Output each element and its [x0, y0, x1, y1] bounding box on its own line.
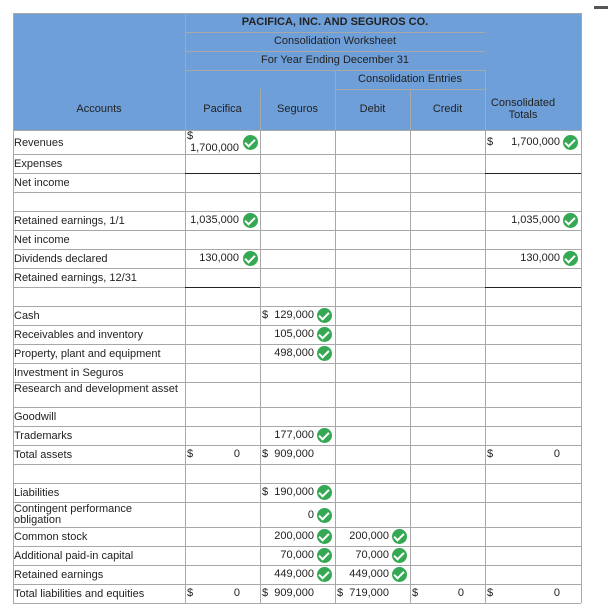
currency-symbol: $	[187, 130, 194, 142]
grid-line	[13, 464, 581, 465]
grid-line	[13, 249, 581, 250]
company-title: PACIFICA, INC. AND SEGUROS CO.	[241, 16, 429, 28]
retained-seguros-input[interactable]: 449,000	[274, 568, 314, 580]
grid-line	[485, 70, 486, 603]
grid-line	[485, 173, 581, 174]
currency-symbol: $	[487, 448, 494, 460]
row-label-goodwill: Goodwill	[14, 411, 57, 423]
grid-line	[13, 268, 581, 269]
row-label-total-le: Total liabilities and equities	[14, 588, 145, 600]
dividends-consolidated-input[interactable]: 130,000	[520, 252, 560, 264]
row-label-retained: Retained earnings	[14, 569, 104, 581]
correct-check-icon	[317, 529, 332, 544]
grid-line	[13, 527, 581, 528]
grid-line	[185, 287, 260, 288]
correct-check-icon	[317, 308, 332, 323]
retained-debit-input[interactable]: 449,000	[349, 568, 389, 580]
correct-check-icon	[243, 213, 258, 228]
row-label-expenses: Expenses	[14, 158, 63, 170]
total-assets-pacifica-input[interactable]: 0	[233, 448, 240, 460]
grid-line	[13, 211, 581, 212]
correct-check-icon	[243, 251, 258, 266]
grid-line	[410, 89, 411, 603]
correct-check-icon	[392, 548, 407, 563]
grid-line	[13, 306, 581, 307]
consolidated-header: Consolidated Totals	[490, 97, 556, 121]
common-stock-seguros-input[interactable]: 200,000	[274, 530, 314, 542]
grid-line	[13, 13, 581, 14]
row-label-total-assets: Total assets	[14, 449, 73, 461]
grid-line	[13, 325, 581, 326]
common-stock-debit-input[interactable]: 200,000	[349, 530, 389, 542]
currency-symbol: $	[262, 448, 269, 460]
grid-line	[13, 584, 581, 585]
row-label-investment: Investment in Seguros	[14, 367, 124, 379]
grid-line	[13, 230, 581, 231]
dividends-pacifica-input[interactable]: 130,000	[199, 252, 239, 264]
total-le-pacifica-input[interactable]: 0	[233, 587, 240, 599]
apic-seguros-input[interactable]: 70,000	[280, 549, 314, 561]
apic-debit-input[interactable]: 70,000	[355, 549, 389, 561]
row-label-receivables: Receivables and inventory	[14, 329, 144, 341]
row-label-apic: Additional paid-in capital	[14, 550, 134, 562]
correct-check-icon	[392, 567, 407, 582]
correct-check-icon	[563, 135, 578, 150]
row-label-rnd: Research and development asset	[14, 383, 178, 395]
debit-header: Debit	[359, 103, 386, 115]
ppe-seguros-input[interactable]: 498,000	[274, 347, 314, 359]
contingent-seguros-input[interactable]: 0	[307, 509, 314, 521]
correct-check-icon	[563, 213, 578, 228]
seguros-header: Seguros	[277, 103, 318, 115]
grid-line	[13, 407, 581, 408]
correct-check-icon	[317, 567, 332, 582]
grid-line	[13, 363, 581, 364]
row-label-revenues: Revenues	[14, 137, 64, 149]
correct-check-icon	[317, 428, 332, 443]
grid-line	[13, 426, 581, 427]
grid-line	[13, 130, 581, 131]
total-le-credit-input[interactable]: 0	[457, 587, 464, 599]
grid-line	[581, 13, 582, 603]
row-label-net-income-2: Net income	[14, 234, 70, 246]
row-label-liabilities: Liabilities	[14, 487, 60, 499]
worksheet-title: Consolidation Worksheet	[273, 35, 397, 47]
row-label-ppe: Property, plant and equipment	[14, 348, 161, 360]
consolidation-entries-header: Consolidation Entries	[358, 73, 462, 85]
credit-header: Credit	[432, 103, 463, 115]
grid-line	[335, 70, 336, 603]
correct-check-icon	[392, 529, 407, 544]
correct-check-icon	[243, 135, 258, 150]
grid-line	[13, 603, 581, 604]
currency-symbol: $	[412, 587, 419, 599]
correct-check-icon	[317, 548, 332, 563]
grid-line	[13, 154, 581, 155]
total-assets-consolidated-input[interactable]: 0	[553, 448, 560, 460]
grid-line	[13, 192, 581, 193]
total-le-debit-input[interactable]: 719,000	[349, 587, 389, 599]
currency-symbol: $	[187, 587, 194, 599]
correct-check-icon	[317, 485, 332, 500]
grid-line	[13, 445, 581, 446]
row-label-cash: Cash	[14, 310, 40, 322]
grid-line	[13, 546, 581, 547]
row-label-common-stock: Common stock	[14, 531, 88, 543]
total-assets-seguros-input[interactable]: 909,000	[274, 448, 314, 460]
grid-line	[185, 173, 260, 174]
grid-line	[13, 483, 581, 484]
correct-check-icon	[317, 327, 332, 342]
row-label-contingent: Contingent performance obligation	[14, 503, 133, 526]
grid-line	[13, 344, 581, 345]
minimize-icon[interactable]	[594, 6, 608, 9]
grid-line	[485, 287, 581, 288]
cash-seguros-input[interactable]: 129,000	[274, 309, 314, 321]
correct-check-icon	[317, 346, 332, 361]
re-begin-pacifica-input[interactable]: 1,035,000	[190, 214, 239, 226]
revenues-consolidated-input[interactable]: 1,700,000	[511, 136, 560, 148]
row-label-trademarks: Trademarks	[14, 430, 73, 442]
correct-check-icon	[563, 251, 578, 266]
row-label-re-end: Retained earnings, 12/31	[14, 272, 137, 284]
re-begin-consolidated-input[interactable]: 1,035,000	[511, 214, 560, 226]
grid-line	[185, 13, 186, 603]
trademarks-seguros-input[interactable]: 177,000	[274, 429, 314, 441]
period-title: For Year Ending December 31	[261, 54, 409, 66]
row-label-dividends: Dividends declared	[14, 253, 108, 265]
correct-check-icon	[317, 508, 332, 523]
currency-symbol: $	[337, 587, 344, 599]
row-label-re-begin: Retained earnings, 1/1	[14, 215, 125, 227]
currency-symbol: $	[487, 587, 494, 599]
liabilities-seguros-input[interactable]: 190,000	[274, 486, 314, 498]
revenues-pacifica-input[interactable]: 1,700,000	[190, 142, 239, 154]
grid-line	[260, 89, 261, 603]
currency-symbol: $	[262, 309, 269, 321]
receivables-seguros-input[interactable]: 105,000	[274, 328, 314, 340]
accounts-header: Accounts	[76, 103, 122, 115]
currency-symbol: $	[262, 486, 269, 498]
grid-line	[13, 565, 581, 566]
currency-symbol: $	[262, 587, 269, 599]
pacifica-header: Pacifica	[203, 103, 242, 115]
row-label-net-income: Net income	[14, 177, 70, 189]
grid-line	[185, 51, 485, 52]
grid-line	[185, 32, 485, 33]
total-le-consolidated-input[interactable]: 0	[553, 587, 560, 599]
currency-symbol: $	[187, 448, 194, 460]
total-le-seguros-input[interactable]: 909,000	[274, 587, 314, 599]
currency-symbol: $	[487, 136, 494, 148]
